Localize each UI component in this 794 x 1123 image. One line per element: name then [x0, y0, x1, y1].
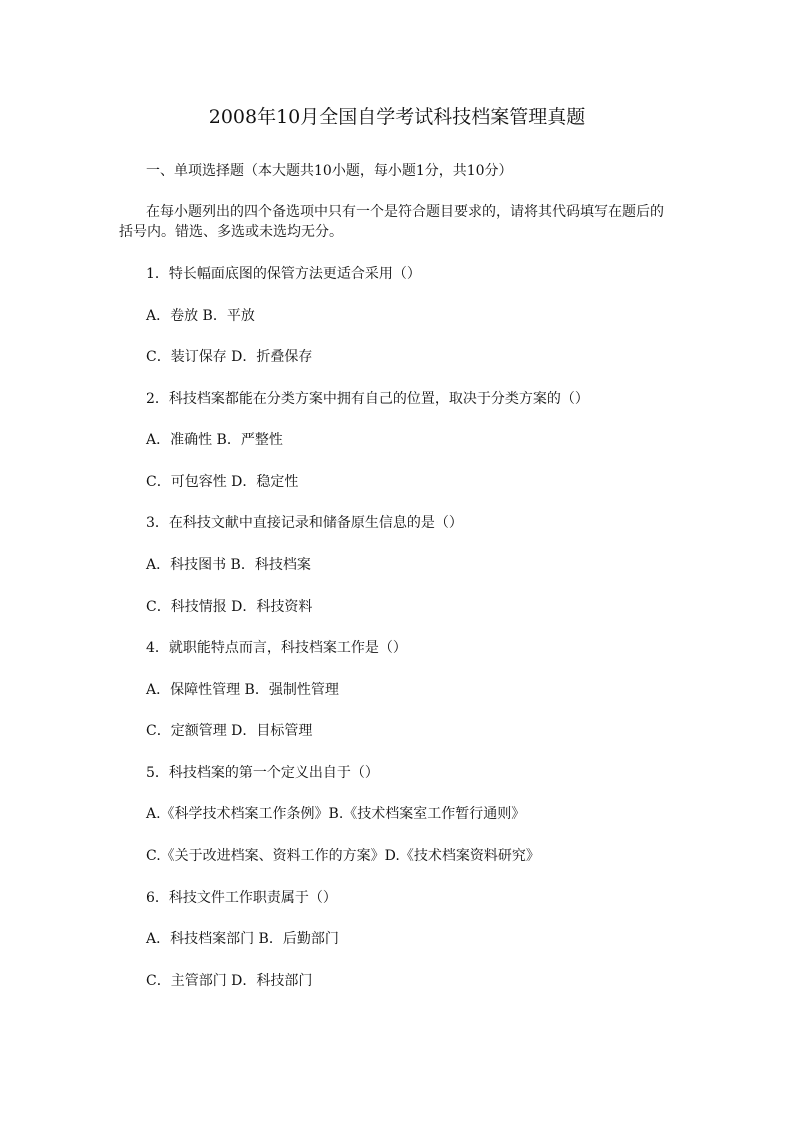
question-1-options-ab: A．卷放 B．平放: [146, 308, 255, 324]
question-3-options-ab: A．科技图书 B．科技档案: [146, 557, 311, 573]
question-4-options-cd: C．定额管理 D．目标管理: [146, 723, 313, 739]
question-4-options-ab: A．保障性管理 B．强制性管理: [146, 682, 339, 698]
question-5-options-ab: A.《科学技术档案工作条例》B.《技术档案室工作暂行通则》: [146, 806, 526, 822]
question-3-options-cd: C．科技情报 D．科技资料: [146, 599, 313, 615]
section-heading: 一、单项选择题（本大题共10小题，每小题1分，共10分）: [146, 163, 513, 179]
question-5-stem: 5．科技档案的第一个定义出自于（）: [146, 765, 379, 781]
question-2-options-cd: C．可包容性 D．稳定性: [146, 474, 299, 490]
question-1-stem: 1．特长幅面底图的保管方法更适合采用（）: [146, 266, 421, 282]
question-5-options-cd: C.《关于改进档案、资料工作的方案》D.《技术档案资料研究》: [146, 848, 540, 864]
question-4-stem: 4．就职能特点而言，科技档案工作是（）: [146, 640, 407, 656]
question-3-stem: 3．在科技文献中直接记录和储备原生信息的是（）: [146, 515, 463, 531]
question-1-options-cd: C．装订保存 D．折叠保存: [146, 349, 313, 365]
instruction-line-1: 在每小题列出的四个备选项中只有一个是符合题目要求的，请将其代码填写在题后的: [146, 204, 664, 220]
instruction-line-2: 括号内。错选、多选或未选均无分。: [119, 224, 343, 240]
question-6-options-ab: A．科技档案部门 B．后勤部门: [146, 931, 339, 947]
question-6-stem: 6．科技文件工作职责属于（）: [146, 890, 337, 906]
question-2-options-ab: A．准确性 B．严整性: [146, 432, 283, 448]
question-2-stem: 2．科技档案都能在分类方案中拥有自己的位置，取决于分类方案的（）: [146, 391, 589, 407]
document-title: 2008年10月全国自学考试科技档案管理真题: [208, 106, 586, 128]
question-6-options-cd: C．主管部门 D．科技部门: [146, 973, 313, 989]
